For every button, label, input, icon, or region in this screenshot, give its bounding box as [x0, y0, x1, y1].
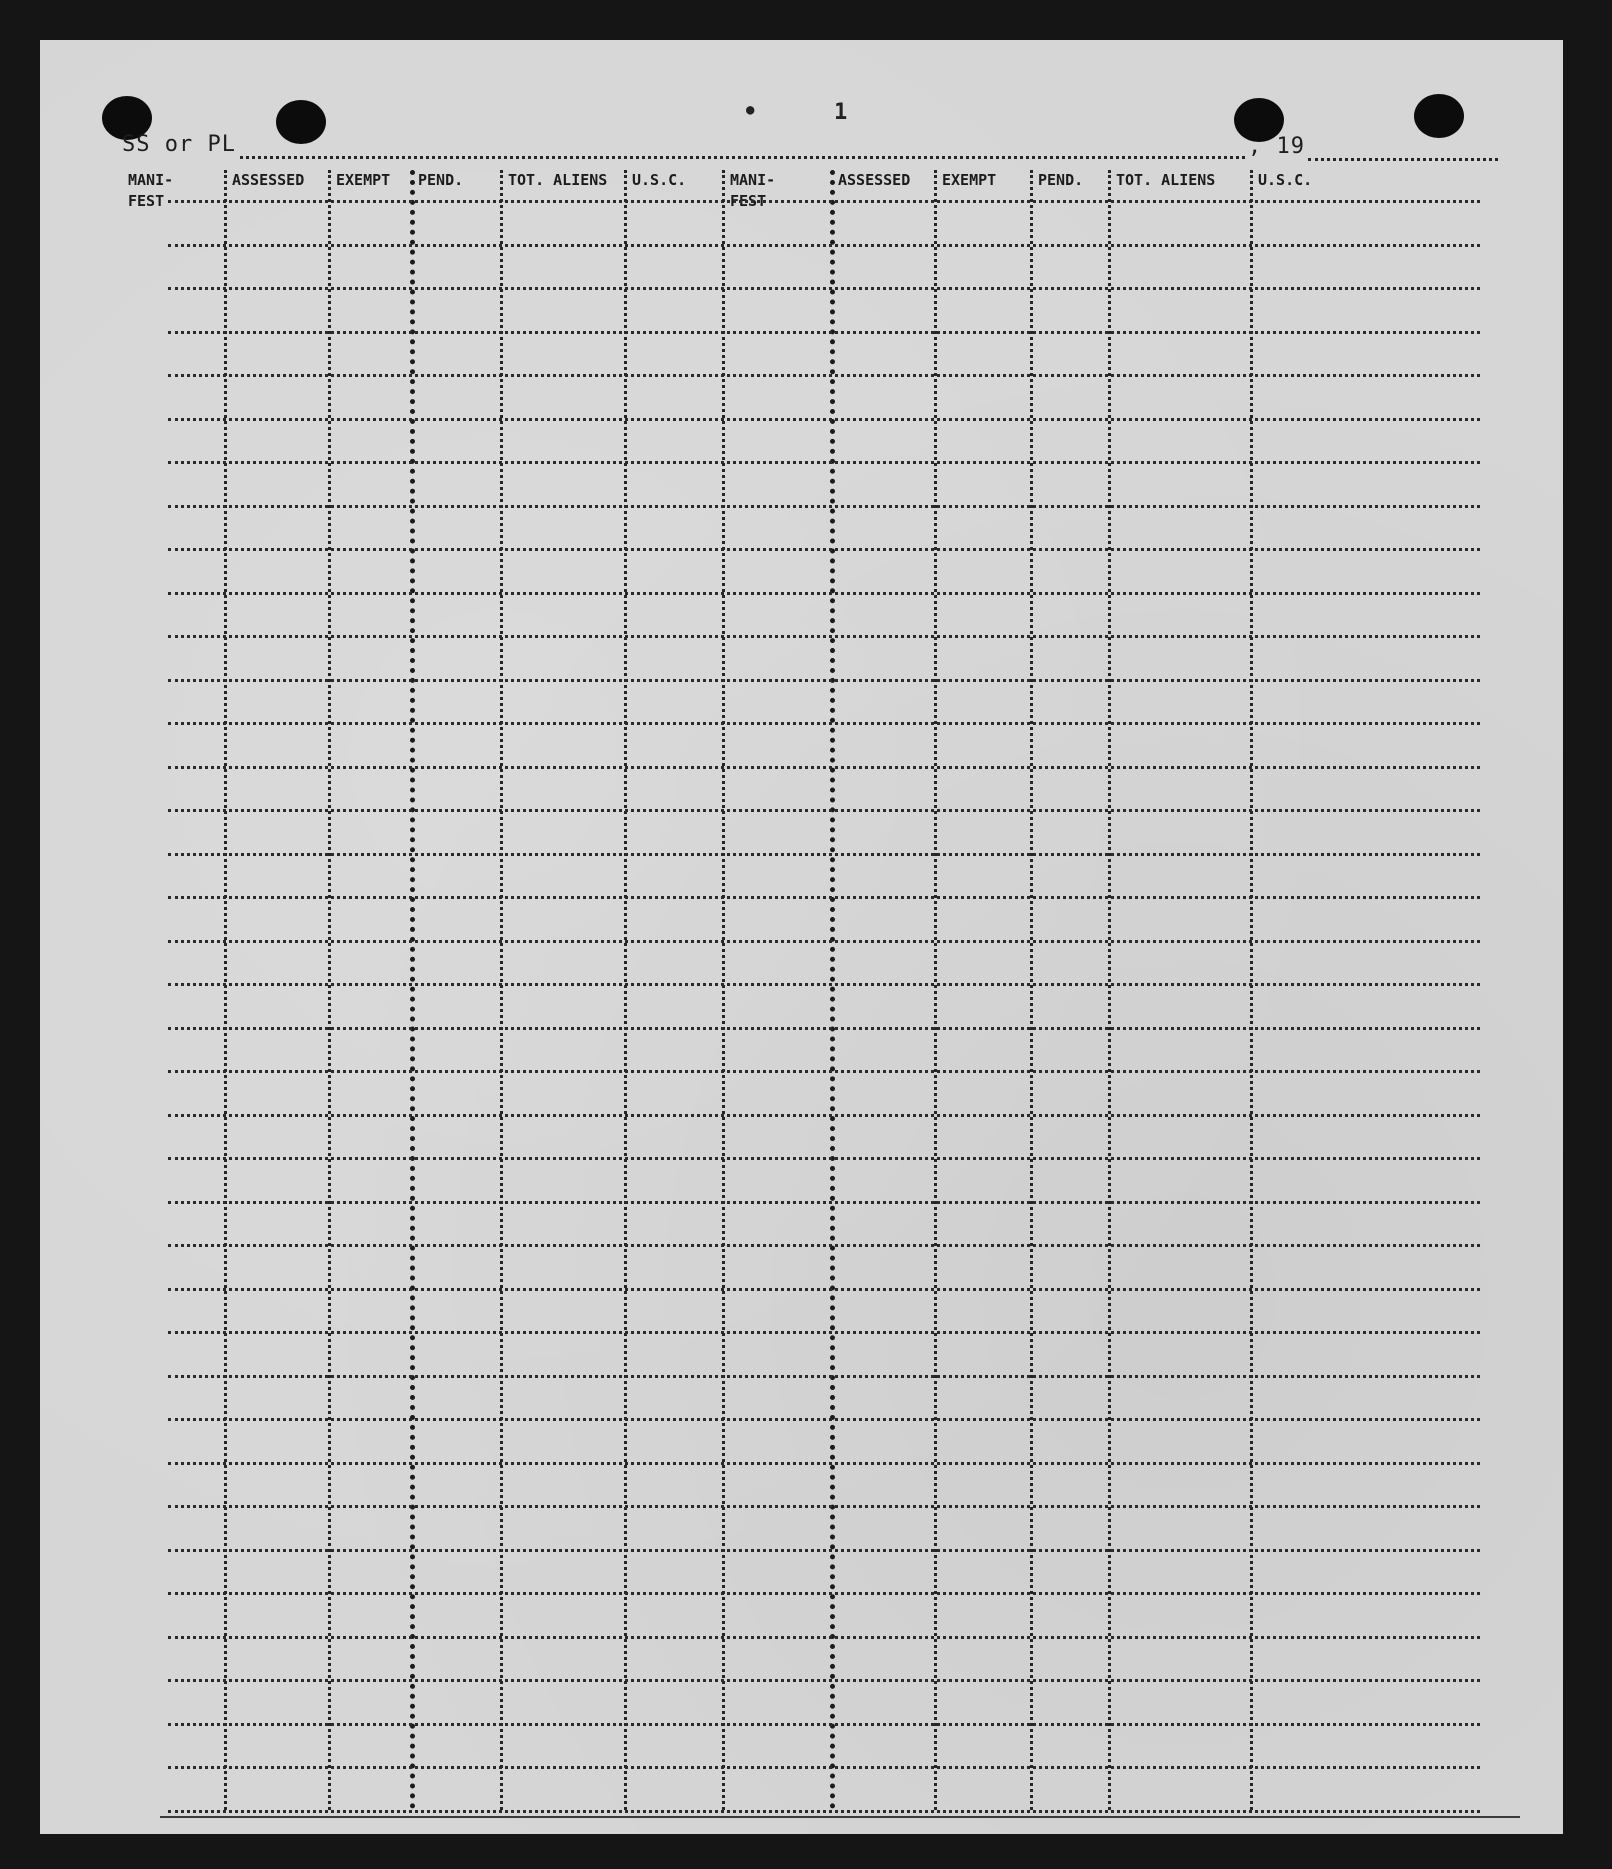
row-rule	[168, 1331, 1480, 1334]
row-rule	[168, 983, 1480, 986]
row-rule	[168, 853, 1480, 856]
row-rule	[168, 1679, 1480, 1682]
ss-or-pl-label: SS or PL	[122, 132, 236, 157]
row-rule	[168, 1462, 1480, 1465]
column-divider	[722, 170, 725, 1810]
column-divider	[500, 170, 503, 1810]
row-rule	[168, 1244, 1480, 1247]
row-rule	[168, 461, 1480, 464]
row-rule	[168, 1114, 1480, 1117]
row-rule	[168, 1636, 1480, 1639]
column-header: EXEMPT	[942, 171, 997, 189]
column-header: U.S.C.	[632, 171, 687, 189]
row-rule	[168, 244, 1480, 247]
column-divider	[1108, 170, 1111, 1810]
row-rule	[168, 548, 1480, 551]
row-rule	[168, 1723, 1480, 1726]
row-rule	[168, 1157, 1480, 1160]
form-sheet	[40, 40, 1563, 1834]
row-rule	[168, 722, 1480, 725]
column-header: MANI- FEST	[128, 171, 174, 210]
column-header: PEND.	[1038, 171, 1084, 189]
column-divider	[1250, 170, 1253, 1810]
row-rule	[168, 505, 1480, 508]
year-prefix: , 19	[1248, 134, 1305, 159]
row-rule	[168, 287, 1480, 290]
row-rule	[168, 1505, 1480, 1508]
row-rule	[168, 592, 1480, 595]
row-rule	[168, 809, 1480, 812]
column-divider	[1030, 170, 1033, 1810]
row-rule	[168, 418, 1480, 421]
row-rule	[168, 1288, 1480, 1291]
column-header: TOT. ALIENS	[508, 171, 608, 189]
column-header: EXEMPT	[336, 171, 391, 189]
row-rule	[168, 1201, 1480, 1204]
column-divider	[224, 170, 227, 1810]
row-rule	[168, 635, 1480, 638]
row-rule	[168, 896, 1480, 899]
row-rule	[168, 200, 1480, 203]
row-rule	[168, 1418, 1480, 1421]
row-rule	[168, 1810, 1480, 1813]
column-header: MANI- FEST	[730, 171, 776, 210]
column-header: ASSESSED	[838, 171, 911, 189]
page-number: 1	[834, 100, 848, 125]
year-fill-line	[1308, 158, 1498, 161]
row-rule	[168, 1766, 1480, 1769]
column-divider	[410, 170, 415, 1810]
row-rule	[168, 374, 1480, 377]
row-rule	[168, 1592, 1480, 1595]
column-divider	[328, 170, 331, 1810]
row-rule	[168, 1027, 1480, 1030]
column-header: ASSESSED	[232, 171, 305, 189]
column-divider	[624, 170, 627, 1810]
row-rule	[168, 940, 1480, 943]
row-rule	[168, 1375, 1480, 1378]
punch-hole	[1414, 94, 1464, 138]
bottom-rule	[160, 1816, 1520, 1818]
row-rule	[168, 1549, 1480, 1552]
column-header: PEND.	[418, 171, 464, 189]
column-divider	[934, 170, 937, 1810]
column-header: U.S.C.	[1258, 171, 1313, 189]
row-rule	[168, 331, 1480, 334]
column-divider	[830, 170, 835, 1810]
page-dash: ●	[746, 102, 755, 118]
row-rule	[168, 679, 1480, 682]
ss-or-pl-fill-line	[240, 156, 1245, 159]
punch-hole	[276, 100, 326, 144]
column-header: TOT. ALIENS	[1116, 171, 1216, 189]
row-rule	[168, 766, 1480, 769]
row-rule	[168, 1070, 1480, 1073]
